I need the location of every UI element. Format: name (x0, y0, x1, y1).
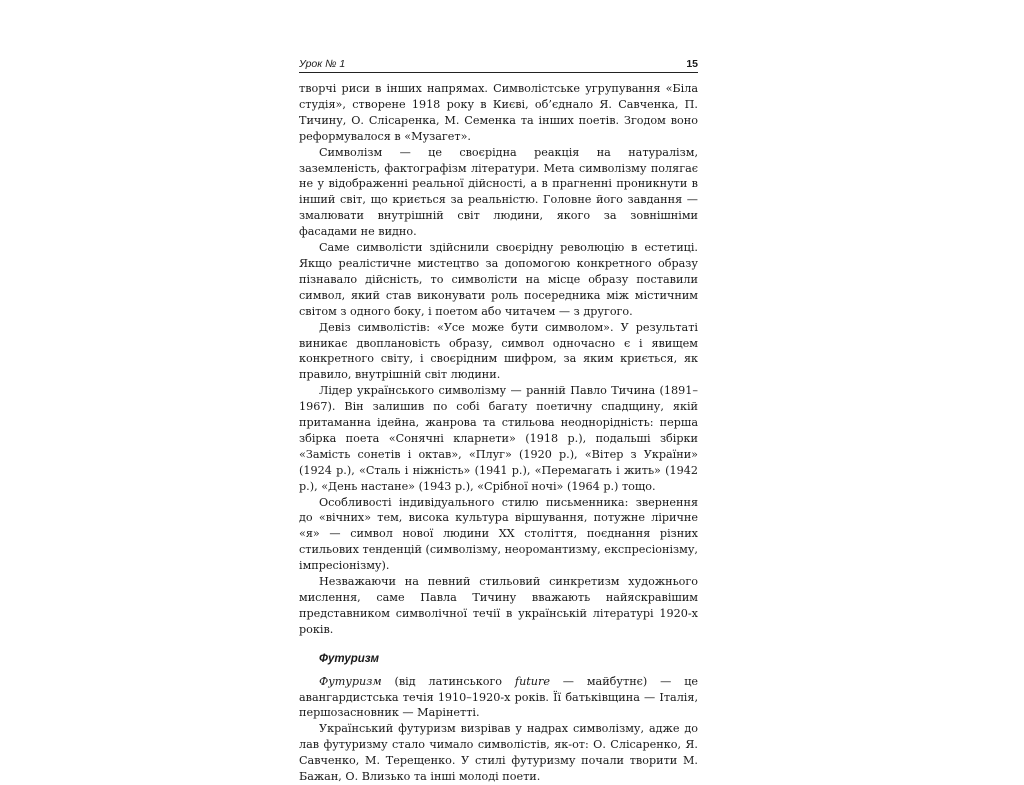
paragraph-style-features: Особливості індивідуального стилю письменника: звернення до «вічних» тем, висока культура віршування, потужне ліричне «я» — символ нової людини XX століття, поєднання різних стильових тенденцій (символізму, неоромантизму, експресіонізму, імпресіонізму). (299, 495, 698, 573)
definition-foreign-word: future (514, 674, 550, 688)
paragraph-symbolist-motto: Девіз символістів: «Усе може бути символом». У результаті виникає двоплановість образу, символ одночасно є і явищем конкретного світу, і своєрідним шифром, за яким криється, як правило, внутрішній світ людини. (299, 320, 698, 382)
paragraph-tychyna-leader: Лідер українського символізму — ранній Павло Тичина (1891–1967). Він залишив по собі багату поетичну спадщину, якій притаманна ідейна, жанрова та стильова неоднорідність: перша збірка поета «Сонячні кларнети» (1918 р.), подальші збірки «Замість сонетів і октав», «Плуг» (1920 р.), «Вітер з України» (1924 р.), «Сталь і ніжність» (1941 р.), «Перемагать і жить» (1942 р.), «День настане» (1943 р.), «Срібної ночі» (1964 р.) тощо. (299, 384, 698, 493)
paragraph-futurism-definition (299, 674, 698, 722)
definition-part-2: — майбутнє) — це авангардистська течія 1910–1920-х років. Її батьківщина — Італія, першозасновник — Марінетті. (299, 674, 699, 720)
paragraph-continuation: творчі риси в інших напрямах. Символістське угрупування «Біла студія», створене 1918 року в Києві, об’єднало Я. Савченка, П. Тичину, О. Слісаренка, М. Семенка та інших поетів. Згодом воно реформувалося в «Музагет». (299, 82, 698, 143)
lesson-title: Урок № 1 (299, 58, 346, 70)
body-text (299, 81, 698, 785)
section-heading-futurism: Футуризм (319, 652, 379, 665)
page-number: 15 (686, 58, 698, 70)
definition-term: Футуризм (319, 674, 382, 688)
paragraph-syncretism: Незважаючи на певний стильовий синкретизм художнього мислення, саме Павла Тичину вважають найяскравішим представником символічної течії в українській літературі 1920-х років. (299, 575, 698, 636)
paragraph-symbolist-revolution: Саме символісти здійснили своєрідну революцію в естетиці. Якщо реалістичне мистецтво за допомогою конкретного образу пізнавало дійсність, то символісти на місце образу поставили символ, який став виконувати роль посередника між містичним світом з одного боку, і поетом або читачем — з другого. (299, 241, 698, 318)
book-page (299, 56, 698, 785)
paragraph-symbolism-definition: Символізм — це своєрідна реакція на натуралізм, заземленість, фактографізм літератури. Мета символізму полягає не у відображенні реальної дійсності, а в прагненні проникнути в інший світ, що криється за реальністю. Головне його завдання — змалювати внутрішній світ людини, якого за зовнішніми фасадами не видно. (299, 145, 698, 239)
definition-part-1: (від латинського (381, 674, 515, 688)
running-header (299, 56, 698, 73)
paragraph-ukrainian-futurism: Український футуризм визрівав у надрах символізму, адже до лав футуризму стало чимало символістів, як-от: О. Слісаренко, Я. Савченко, М. Терещенко. У стилі футуризму почали творити М. Бажан, О. Влизько та інші молоді поети. (299, 722, 698, 784)
